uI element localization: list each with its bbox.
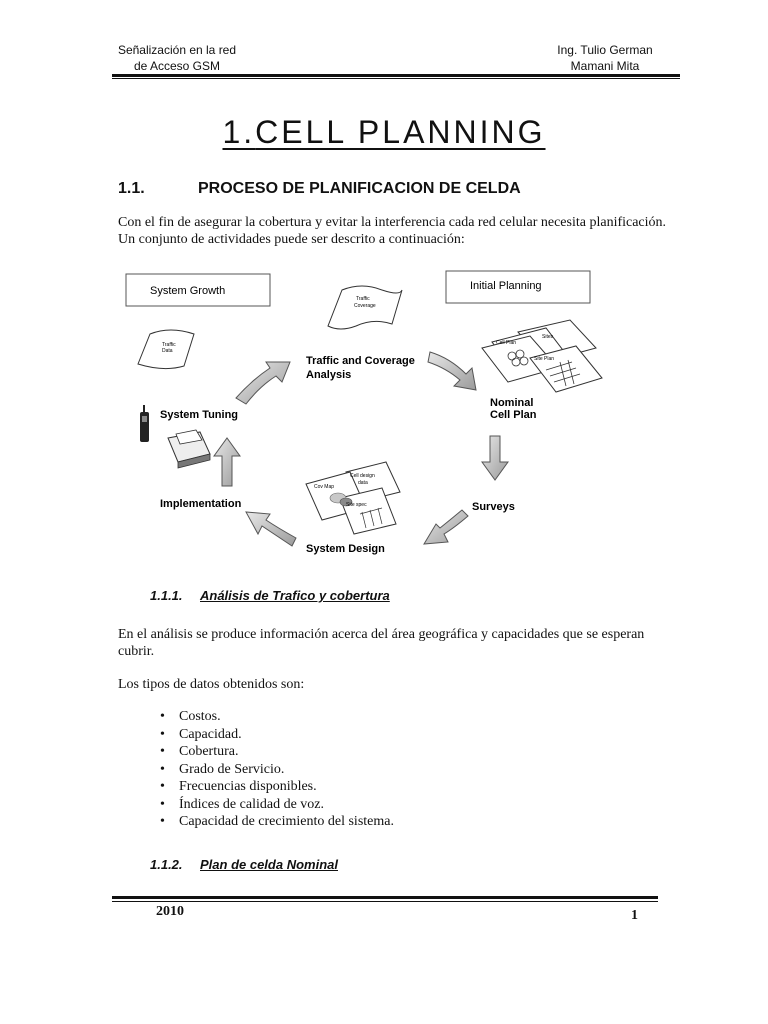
step-surveys: Surveys [472,501,515,513]
cell-planning-cycle-diagram [110,262,610,560]
header-left-line1: Señalización en la red [117,43,237,57]
header-left-line2: de Acceso GSM [133,59,221,73]
tuning-doc-label1: Traffic [162,342,176,348]
cell-plan-sheets-icon [482,320,602,392]
traffic-doc-label2: Coverage [354,303,376,309]
running-header-left [112,42,242,74]
cell-design-label2: data [358,480,368,486]
subsection-1-number: 1.1.1. [150,588,183,603]
list-item: • Costos. [160,708,394,726]
chapter-title-text: CELL PLANNING [255,114,546,150]
step-implementation: Implementation [160,498,242,510]
data-types-intro: Los tipos de datos obtenidos son: [118,677,305,692]
system-growth-label: System Growth [150,285,226,297]
arrow-traffic-to-nominal [428,352,476,390]
system-design-sheets-icon [306,462,400,534]
list-item: • Grado de Servicio. [160,761,394,779]
mobile-phone-icon [140,405,149,442]
page-number: 1 [631,908,638,923]
list-item: • Capacidad. [160,726,394,744]
traffic-coverage-document-icon [328,286,402,329]
subsection-heading-1 [150,588,390,603]
step-traffic-line1: Traffic and Coverage [306,355,415,367]
header-right-line2: Mamani Mita [570,59,640,73]
list-item: • Capacidad de crecimiento del sistema. [160,813,394,831]
section-heading [118,180,521,198]
section-number: 1.1. [118,180,145,197]
list-item: • Índices de calidad de voz. [160,796,394,814]
step-system-tuning: System Tuning [160,409,239,421]
arrow-tuning-to-traffic [236,362,290,404]
test-instrument-icon [168,430,210,468]
list-item: • Cobertura. [160,743,394,761]
step-system-design: System Design [306,543,385,555]
cell-plan-label: Cell Plan [496,340,517,346]
arrow-nominal-to-surveys [482,436,508,480]
header-rule-thick [112,74,680,77]
running-header-right [540,42,670,74]
arrow-design-to-implementation [246,512,296,546]
arrow-surveys-to-design [424,510,468,544]
traffic-doc-label1: Traffic [356,296,370,302]
analysis-paragraph: En el análisis se produce información acerca del área geográfica y capacidades que se esperan cubrir. [118,627,645,659]
data-types-list [160,708,394,831]
site-plan-label: Site Plan [534,356,555,362]
section-title: PROCESO DE PLANIFICACION DE CELDA [198,180,521,197]
footer-rule-thin [112,901,658,902]
tuning-doc-label2: Data [162,348,173,354]
step-nominal-line1: Nominal [490,397,534,409]
sites-label: Sites [542,334,554,340]
initial-planning-label: Initial Planning [470,280,542,292]
footer-rule-thick [112,896,658,899]
footer-year: 2010 [156,904,184,919]
list-item: • Frecuencias disponibles. [160,778,394,796]
site-spec-label: Site spec [346,502,367,508]
intro-paragraph: Con el fin de asegurar la cobertura y evitar la interferencia cada red celular necesita planificación. Un conjunto de actividades puede ser descrito a continuación: [118,215,667,247]
arrow-implementation-to-tuning [214,438,240,486]
cell-design-label1: Cell design [350,473,375,479]
step-nominal-line2: Cell Plan [490,409,537,421]
traffic-data-document-icon [138,330,194,369]
chapter-number: 1. [222,114,256,150]
chapter-title [0,114,768,151]
subsection-2-number: 1.1.2. [150,857,183,872]
step-traffic-line2: Analysis [306,369,352,381]
subsection-2-title: Plan de celda Nominal [200,857,338,872]
cov-map-label: Cov Map [314,484,335,490]
header-rule-thin [112,78,680,79]
header-right-line1: Ing. Tulio German [557,43,653,57]
subsection-heading-2 [150,857,338,872]
subsection-1-title: Análisis de Trafico y cobertura [200,588,390,603]
